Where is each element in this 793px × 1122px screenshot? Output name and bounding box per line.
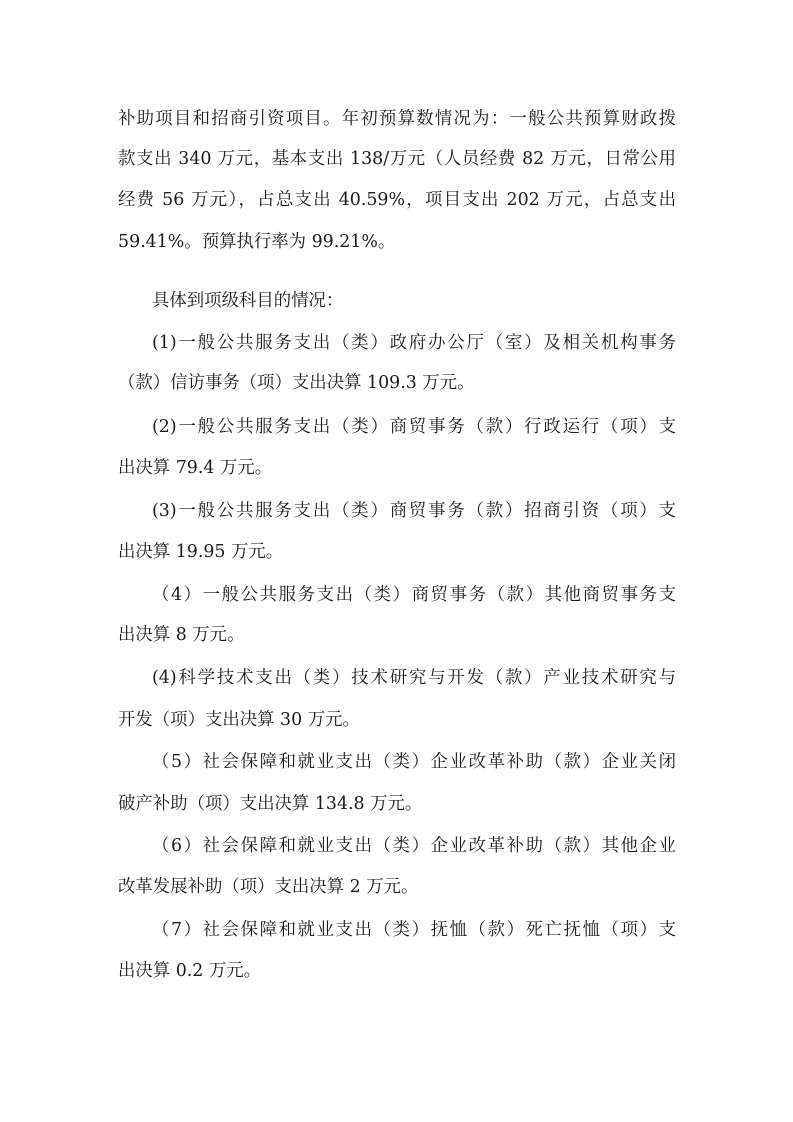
intro-line-2: 款支出 340 万元，基本支出 138/万元（人员经费 82 万元，日常公用 [118, 149, 676, 169]
item-3-line-2: 出决算 19.95 万元。 [118, 542, 284, 562]
item-5-line-2: 开发（项）支出决算 30 万元。 [118, 710, 360, 730]
item-4-line-1: （4）一般公共服务支出（类）商贸事务（款）其他商贸事务支 [152, 585, 676, 605]
item-1-line-1: (1)一般公共服务支出（类）政府办公厅（室）及相关机构事务 [152, 333, 676, 353]
item-2-line-1: (2)一般公共服务支出（类）商贸事务（款）行政运行（项）支 [152, 417, 676, 437]
item-6-line-2: 破产补助（项）支出决算 134.8 万元。 [118, 794, 423, 814]
item-6-line-1: （5）社会保障和就业支出（类）企业改革补助（款）企业关闭 [152, 752, 676, 772]
item-1-line-2: （款）信访事务（项）支出决算 109.3 万元。 [118, 373, 475, 393]
intro-line-4: 59.41%。预算执行率为 99.21%。 [118, 232, 396, 252]
item-3-line-1: (3)一般公共服务支出（类）商贸事务（款）招商引资（项）支 [152, 501, 676, 521]
item-5-line-1: (4)科学技术支出（类）技术研究与开发（款）产业技术研究与 [152, 668, 676, 688]
item-4-line-2: 出决算 8 万元。 [118, 625, 245, 645]
intro-line-3: 经费 56 万元），占总支出 40.59%，项目支出 202 万元，占总支出 [118, 190, 676, 210]
item-7-line-2: 改革发展补助（项）支出决算 2 万元。 [118, 877, 419, 897]
item-8-line-2: 出决算 0.2 万元。 [118, 961, 262, 981]
item-7-line-1: （6）社会保障和就业支出（类）企业改革补助（款）其他企业 [152, 836, 676, 856]
item-2-line-2: 出决算 79.4 万元。 [118, 458, 273, 478]
intro-line-1: 补助项目和招商引资项目。年初预算数情况为：一般公共预算财政拨 [118, 109, 676, 129]
item-8-line-1: （7）社会保障和就业支出（类）抚恤（款）死亡抚恤（项）支 [152, 920, 676, 940]
section-heading: 具体到项级科目的情况： [152, 291, 344, 311]
